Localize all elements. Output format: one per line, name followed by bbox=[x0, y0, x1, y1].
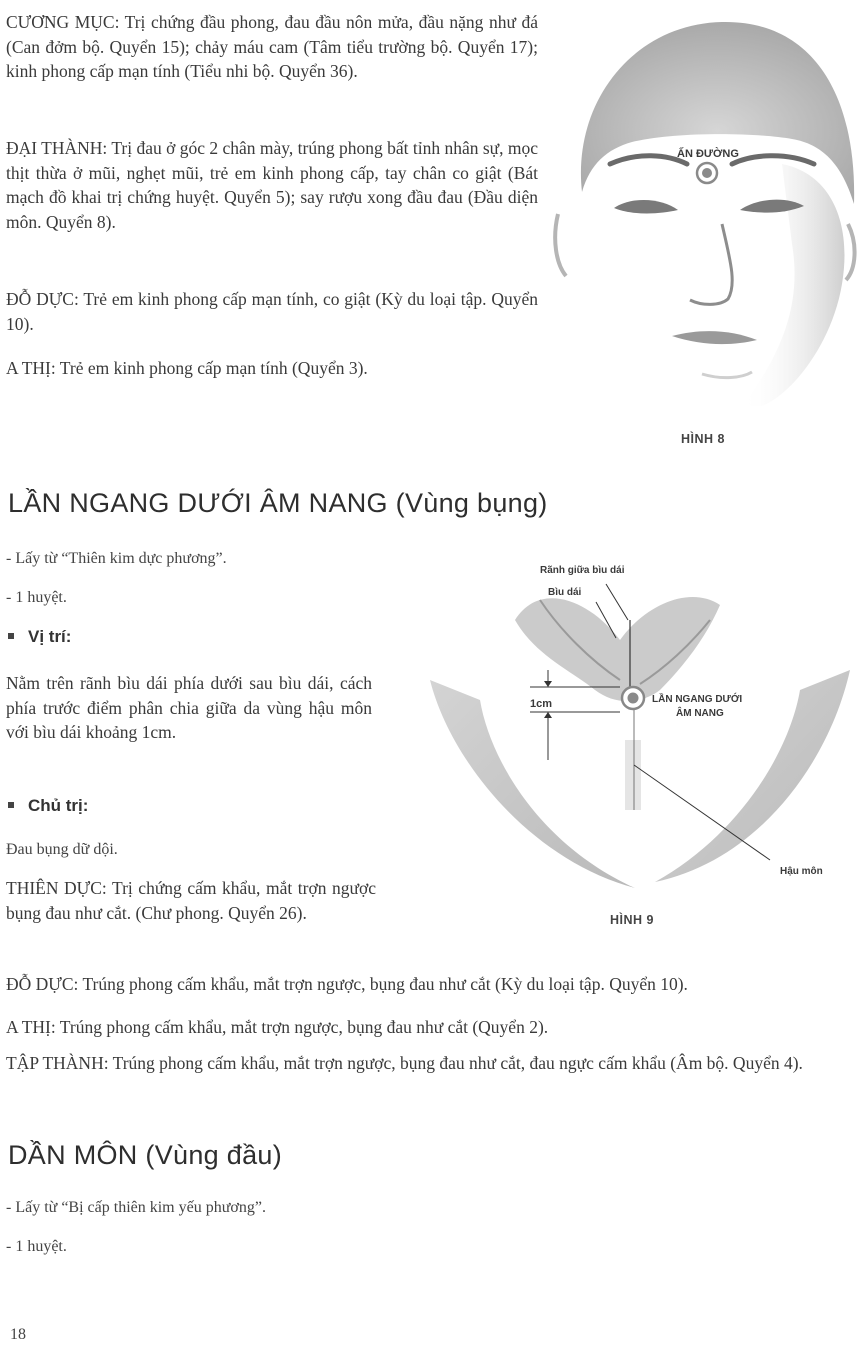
a-thi-paragraph-2: A THỊ: Trúng phong cấm khẩu, mắt trợn ngược, bụng đau như cắt (Quyển 2). bbox=[6, 1017, 549, 1037]
figure-8-caption: HÌNH 8 bbox=[681, 432, 725, 446]
a-thi-paragraph-1: A THỊ: Trẻ em kinh phong cấp mạn tính (Quyển 3). bbox=[6, 358, 368, 378]
indication-subheading-label: Chủ trị: bbox=[28, 796, 89, 815]
figure-8-face-illustration bbox=[552, 14, 862, 410]
figure-9-caption: HÌNH 9 bbox=[610, 913, 654, 927]
source-line-1: - Lấy từ “Thiên kim dực phương”. bbox=[6, 550, 227, 567]
location-subheading bbox=[8, 627, 71, 647]
page-number: 18 bbox=[10, 1326, 26, 1343]
dai-thanh-paragraph: ĐẠI THÀNH: Trị đau ở góc 2 chân mày, trúng phong bất tỉnh nhân sự, mọc thịt thừa ở mũi, nghẹt mũi, trẻ em kinh phong cấp, tay chân co giật (Bát mạch đồ khai trị chứng huyệt. Quyển 5); say rượu xong đầu đau (Đầu diện môn. Quyển 8). bbox=[6, 138, 539, 232]
figure-9-perineum-illustration bbox=[420, 560, 860, 900]
acupoint-count-2: - 1 huyệt. bbox=[6, 1238, 67, 1255]
section-heading-lan-ngang-duoi-am-nang: LẦN NGANG DƯỚI ÂM NANG (Vùng bụng) bbox=[8, 488, 548, 518]
acupoint-count-1: - 1 huyệt. bbox=[6, 589, 67, 606]
an-duong-point-label: ẤN ĐƯỜNG bbox=[677, 148, 739, 160]
scrotum-label: Bìu dái bbox=[548, 587, 582, 598]
do-duc-paragraph-2: ĐỖ DỰC: Trúng phong cấm khẩu, mắt trợn ngược, bụng đau như cắt (Kỳ du loại tập. Quyển 10). bbox=[6, 974, 688, 994]
cuong-muc-paragraph: CƯƠNG MỤC: Trị chứng đầu phong, đau đầu nôn mửa, đầu nặng như đá (Can đởm bộ. Quyển 15); chảy máu cam (Tâm tiểu trường bộ. Quyển 17); kinh phong cấp mạn tính (Tiểu nhi bộ. Quyển 36). bbox=[6, 12, 538, 81]
bullet-icon bbox=[8, 802, 14, 808]
indication-subheading bbox=[8, 796, 88, 816]
location-subheading-label: Vị trí: bbox=[28, 627, 72, 646]
groove-label: Rãnh giữa bìu dái bbox=[540, 565, 625, 576]
anus-label: Hậu môn bbox=[780, 866, 823, 877]
do-duc-paragraph-1: ĐỖ DỰC: Trẻ em kinh phong cấp mạn tính, co giật (Kỳ du loại tập. Quyển 10). bbox=[6, 289, 538, 334]
thien-duc-paragraph: THIÊN DỰC: Trị chứng cấm khẩu, mắt trợn ngược bụng đau như cắt. (Chư phong. Quyển 26). bbox=[6, 878, 376, 923]
point-label-line-2: ÂM NANG bbox=[676, 708, 724, 719]
bullet-icon bbox=[8, 633, 14, 639]
point-label-line-1: LẦN NGANG DƯỚI bbox=[652, 694, 743, 705]
tap-thanh-paragraph: TẬP THÀNH: Trúng phong cấm khẩu, mắt trợn ngược, bụng đau như cắt, đau ngực cấm khẩu (Âm bộ. Quyển 4). bbox=[6, 1053, 803, 1073]
section-heading-dan-mon: DẦN MÔN (Vùng đầu) bbox=[8, 1140, 282, 1170]
distance-label: 1cm bbox=[530, 698, 553, 710]
location-paragraph: Nằm trên rãnh bìu dái phía dưới sau bìu dái, cách phía trước điểm phân chia giữa da vùng hậu môn với bìu dái khoảng 1cm. bbox=[6, 673, 372, 742]
indication-text: Đau bụng dữ dội. bbox=[6, 841, 118, 858]
source-line-2: - Lấy từ “Bị cấp thiên kim yếu phương”. bbox=[6, 1199, 266, 1216]
